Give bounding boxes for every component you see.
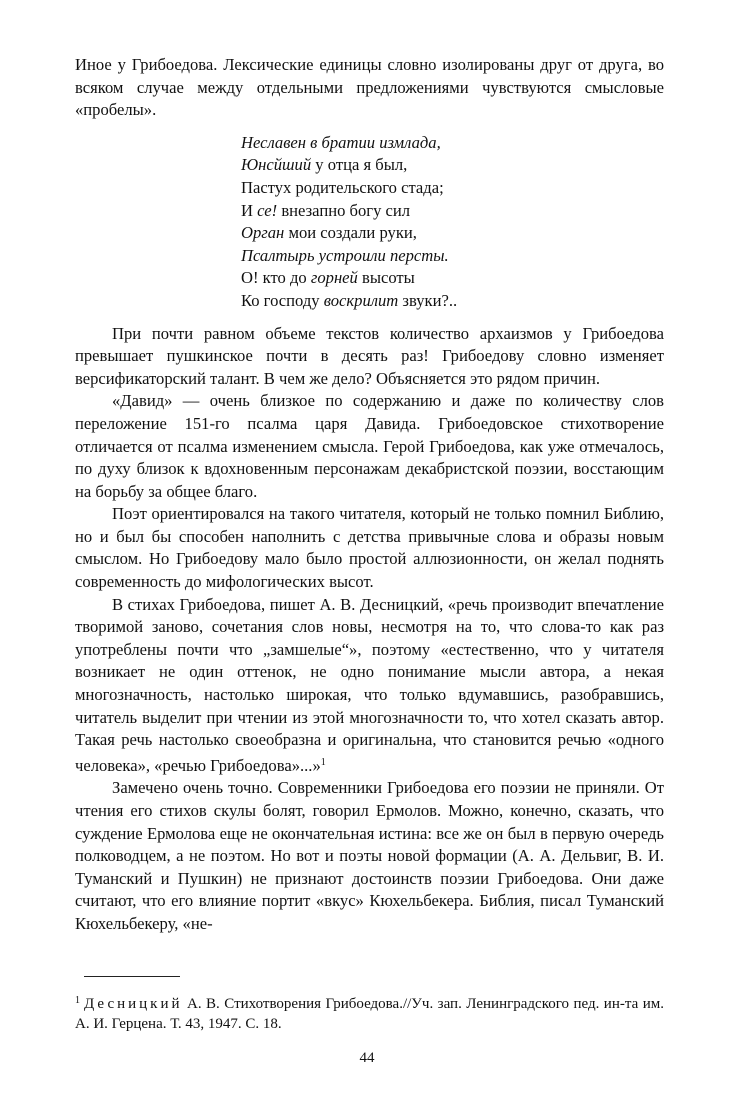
- page-number: 44: [359, 1050, 375, 1066]
- footnote: [75, 991, 664, 1034]
- footnote-author: Десницкий: [84, 996, 183, 1012]
- verse-line-rest: Пастух родительского стада;: [241, 177, 444, 197]
- verse-line-pre: И: [241, 200, 258, 220]
- paragraph-4: Поэт ориентировался на такого читателя, который не только помнил Библию, но и был бы способен наполнить с детства привычные слова и образы новым смыслом. Но Грибоедову мало было простой аллюзионности, он желал поднять современность до мифологических высот.: [75, 504, 664, 592]
- verse-line-italic: горней: [310, 268, 358, 288]
- verse-line-rest: внезапно богу сил: [277, 200, 411, 220]
- verse-line: [241, 132, 664, 155]
- verse-line-italic: воскрилит: [323, 290, 399, 310]
- verse-line: [241, 177, 664, 200]
- verse-line-rest: у отца я был,: [311, 155, 408, 175]
- paragraph-6: Замечено очень точно. Современники Грибоедова его поэзии не приняли. От чтения его стихов скулы болят, говорил Ермолов. Можно, конечно, сказать, что суждение Ермолова еще не окончательная истина: все же он был в первую очередь полководцем, а не поэтом. Но вот и поэты новой формации (А. А. Дельвиг, В. И. Туманский и Пушкин) не признают достоинств поэзии Грибоедова. Они даже считают, что его влияние портит «вкус» Кюхельбекера. Библия, писал Туманский Кюхельбекеру, «не-: [75, 778, 664, 933]
- verse-line-italic: Юнсйший: [241, 155, 312, 175]
- verse-line: [241, 154, 664, 177]
- footnote-mark: 1: [75, 995, 80, 1006]
- verse-line-pre: О! кто до: [241, 268, 311, 288]
- footnote-ref: 1: [320, 756, 326, 768]
- verse-line-rest: звуки?..: [398, 290, 458, 310]
- paragraph-5: [75, 594, 664, 778]
- verse-line-rest: высоты: [357, 268, 415, 288]
- verse-line-italic: се!: [257, 200, 278, 220]
- footnote-divider: [84, 976, 180, 977]
- verse-line: [241, 245, 664, 268]
- verse-line-italic: Неславен в братии измлада,: [241, 132, 441, 152]
- verse-line: [241, 290, 664, 313]
- verse-line: [241, 222, 664, 245]
- paragraph-1: Иное у Грибоедова. Лексические единицы словно изолированы друг от друга, во всяком случае между отдельными предложениями чувствуются смысловые «пробелы».: [75, 55, 664, 120]
- paragraph-3: «Давид» — очень близкое по содержанию и даже по количеству слов переложение 151-го псалма царя Давида. Грибоедовское стихотворение отличается от псалма изменением смысла. Герой Грибоедова, как уже отмечалось, по духу близок к вдохновенным персонажам декабристской поэзии, восстающим на борьбу за общее благо.: [75, 391, 664, 501]
- verse-line-pre: Ко господу: [241, 290, 324, 310]
- verse-line-italic: Псалтырь устроили персты.: [241, 245, 449, 265]
- verse-line: [241, 200, 664, 223]
- page-body: [75, 54, 664, 936]
- verse-line: [241, 267, 664, 290]
- verse-line-italic: Орган: [241, 223, 285, 243]
- verse-block: [241, 132, 664, 313]
- paragraph-5-text: В стихах Грибоедова, пишет А. В. Десницкий, «речь производит впечатление творимой заново, сочетания слов новы, несмотря на то, что слова-то как раз употреблены почти что „замшелые“», поэтому «естественно, что у читателя возникает не один оттенок, не одно понимание мысли автора, а некая многозначность, настолько широкая, что только вдумавшись, разобравшись, читатель выделит при чтении из этой многозначности то, что хотел сказать автор. Такая речь настолько своеобразна и оригинальна, что становится речью «одного человека», «речью Грибоедова»...»: [75, 594, 664, 775]
- verse-line-rest: мои создали руки,: [284, 223, 417, 243]
- paragraph-2: При почти равном объеме текстов количество архаизмов у Грибоедова превышает пушкинское почти в десять раз! Грибоедову словно изменяет версификаторский талант. В чем же дело? Объясняется это рядом причин.: [75, 323, 664, 388]
- footnote-text: А. В. Стихотворения Грибоедова.//Уч. зап. Ленинградского пед. ин-та им. А. И. Герцена. Т. 43, 1947. С. 18.: [75, 996, 664, 1032]
